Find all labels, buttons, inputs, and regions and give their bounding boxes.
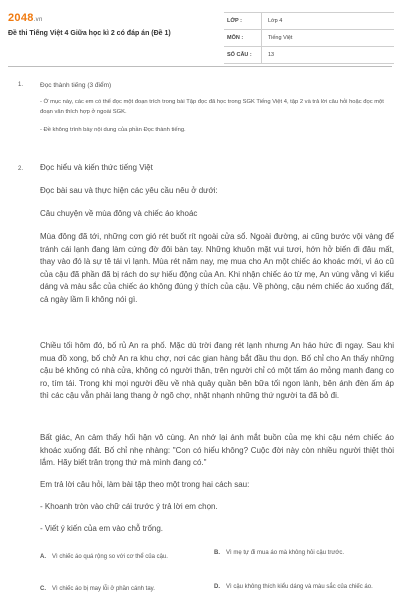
section-number: 1. bbox=[18, 82, 24, 88]
option-text: Vì cậu không thích kiểu dáng và màu sắc của chiếc áo. bbox=[226, 584, 373, 590]
option-text: Vì mẹ tự đi mua áo mà không hỏi cậu trước. bbox=[226, 550, 345, 556]
site-logo[interactable] bbox=[8, 12, 43, 24]
header-divider bbox=[8, 66, 392, 67]
story-paragraph: Bất giác, An cảm thấy hối hận vô cùng. An nhớ lại ánh mắt buồn của mẹ khi cậu ném chiếc áo khoác xuống đất. Bố chỉ nhẹ nhàng: "Con có hiểu không? Cuộc đời này còn nhiều người thiệt thòi lắm. Hãy biết trân trọng thứ mà mình đang có." bbox=[40, 433, 394, 467]
option-text: Vì chiếc áo quá rộng so với cơ thể của cậu. bbox=[52, 554, 168, 560]
question-intro: Em trả lời câu hỏi, làm bài tập theo một trong hai cách sau: bbox=[40, 480, 250, 489]
instruction-text: Đọc bài sau và thực hiện các yêu cầu nêu ở dưới: bbox=[40, 186, 218, 195]
exam-info-table bbox=[224, 12, 394, 64]
section-note: - Ở mục này, các em có thể đọc một đoạn trích trong bài Tập đọc đã học trong SGK Tiếng Việt 4, tập 2 và trả lời câu hỏi hoặc đọc một đoạn văn thích hợp ở ngoài SGK. bbox=[40, 99, 384, 115]
story-title: Câu chuyện về mùa đông và chiếc áo khoác bbox=[40, 209, 198, 218]
logo-main: 2048 bbox=[8, 12, 34, 24]
section-note: - Đề không trình bày nội dung của phần Đọc thành tiếng. bbox=[40, 127, 186, 133]
logo-domain: .vn bbox=[33, 17, 43, 23]
info-row-subject bbox=[224, 30, 394, 47]
info-row-question-count bbox=[224, 47, 394, 64]
option-a[interactable] bbox=[40, 554, 168, 560]
story-paragraph: Chiều tối hôm đó, bố rủ An ra phố. Mặc dù trời đang rét lạnh nhưng An háo hức đi ngay. Sau khi mua đồ xong, bố chở An ra khu chợ, nơi các gian hàng bắt đầu thu dọn. Bố chỉ cho An thấy những cậu bé không có nhà cửa, không có người thân, trên người chỉ có một tấm áo mỏng manh đang co ro, tím tái. Trong khi mọi người đều về nhà quây quần bên bữa tối ngon lành, bên ánh đèn ấm áp thì các cậu vẫn phải lang thang ở ngõ chợ, nhặt nhạnh những thứ người ta đã bỏ đi. bbox=[40, 341, 394, 400]
page-header bbox=[0, 0, 400, 62]
method-item: - Khoanh tròn vào chữ cái trước ý trả lời em chọn. bbox=[40, 502, 218, 511]
option-b[interactable] bbox=[214, 548, 392, 558]
info-label: LỚP : bbox=[224, 13, 262, 29]
info-label: MÔN : bbox=[224, 30, 262, 46]
section-title: Đọc hiểu và kiến thức tiếng Việt bbox=[40, 163, 153, 172]
info-value: Tiếng Việt bbox=[268, 35, 293, 41]
exam-title: Đề thi Tiếng Việt 4 Giữa học kì 2 có đáp án (Đề 1) bbox=[8, 30, 171, 37]
info-row-class bbox=[224, 12, 394, 30]
info-label: SỐ CÂU : bbox=[224, 47, 262, 63]
option-letter: B. bbox=[214, 550, 220, 556]
option-letter: C. bbox=[40, 586, 46, 592]
option-d[interactable] bbox=[214, 582, 392, 592]
info-value: Lớp 4 bbox=[268, 18, 283, 24]
option-c[interactable] bbox=[40, 586, 155, 592]
story-paragraph: Mùa đông đã tới, những cơn gió rét buốt rít ngoài cửa sổ. Ngoài đường, ai cũng bước vội vàng để tránh cái lạnh đang làm cứng đờ đôi bàn tay. Những khuôn mặt vui tươi, hớn hở biến đi đâu mất, thay vào đó là sự tê tái vì lạnh. Mùa rét năm nay, mẹ mua cho An một chiếc áo khoác mới, vì áo cũ của cậu đã phần đã bị rách do sự hiếu động của An. Khi nhận chiếc áo từ mẹ, An vùng vằng vì kiểu dáng và màu sắc của chiếc áo không đúng ý thích của cậu. Về phòng, cậu ném chiếc áo xuống đất, cả ngày lầm lì không nói gì. bbox=[40, 232, 394, 304]
section-number: 2. bbox=[18, 166, 24, 172]
info-value: 13 bbox=[268, 52, 275, 58]
option-text: Vì chiếc áo bị may lỗi ở phần cánh tay. bbox=[52, 586, 155, 592]
option-letter: A. bbox=[40, 554, 46, 560]
method-item: - Viết ý kiến của em vào chỗ trống. bbox=[40, 524, 164, 533]
option-letter: D. bbox=[214, 584, 220, 590]
section-title: Đọc thành tiếng (3 điểm) bbox=[40, 82, 112, 89]
